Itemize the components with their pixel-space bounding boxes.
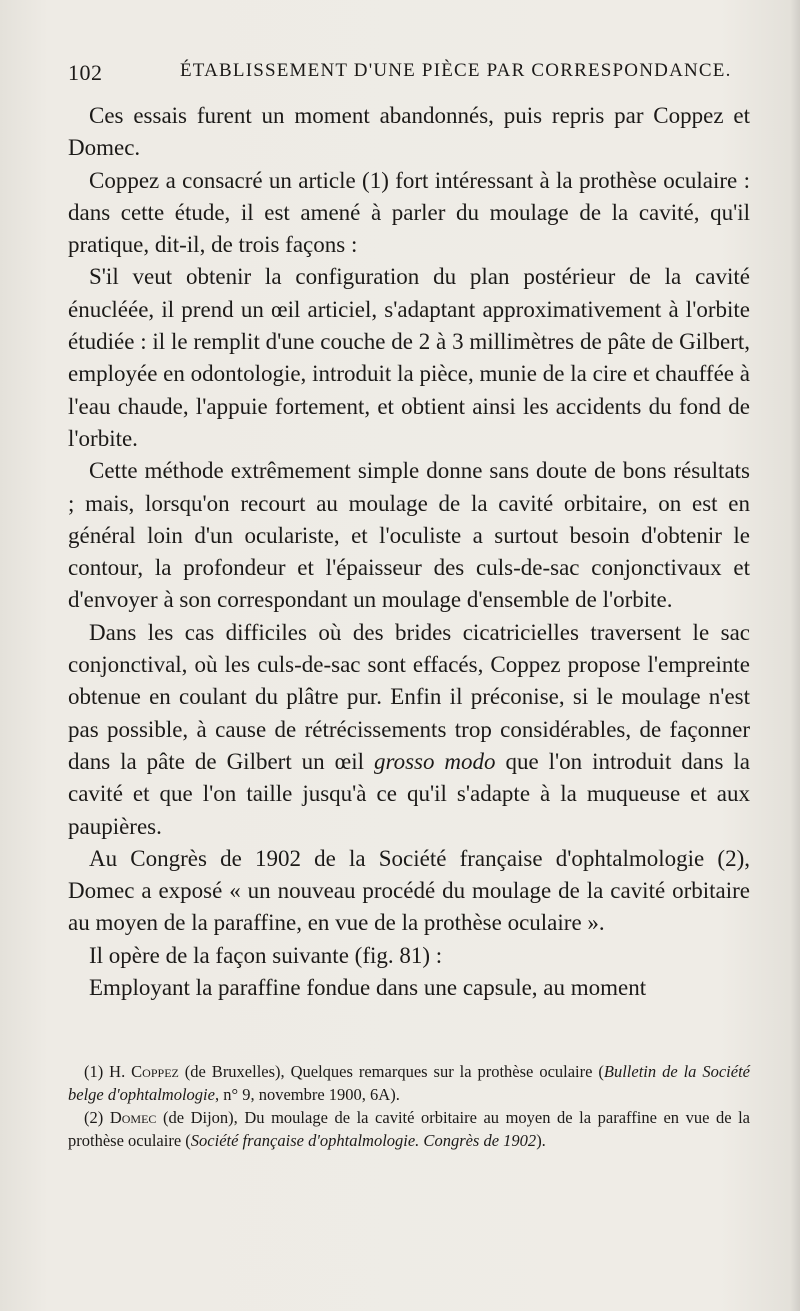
paragraph-2: Coppez a consacré un article (1) fort intéressant à la prothèse oculaire : dans cette étude, il est amené à parler du moulage de la cavité, qu'il pratique, dit-il, de trois façons : [68,167,750,258]
footnote-1-number: (1) H. [84,1062,132,1081]
footnote-2-number: (2) [84,1108,110,1127]
footnotes [68,1060,750,1152]
footnote-2-author: Domec [109,1108,157,1127]
footnote-1-journal: Bulletin de la Société belge d'ophtalmologie [68,1062,750,1104]
footnote-2-text: (de Dijon), Du moulage de la cavité orbitaire au moyen de la paraffine en vue de la prothèse oculaire ( [68,1108,751,1150]
paragraph-7: Il opère de la façon suivante (fig. 81) : [89,942,443,968]
footnote-1-text: (de Bruxelles), Quelques remarques sur la prothèse oculaire ( [178,1062,604,1081]
paragraph-5 [68,617,750,843]
paragraph-4: Cette méthode extrêmement simple donne sans doute de bons résultats ; mais, lorsqu'on recourt au moulage de la cavité orbitaire, on est en général loin d'un oculariste, et l'oculiste a surtout besoin d'obtenir le contour, la profondeur et l'épaisseur des culs-de-sac conjonctivaux et d'envoyer à son correspondant un moulage d'ensemble de l'orbite. [68,458,750,613]
paragraph-5-italic: grosso modo [373,748,496,774]
paragraph-1: Ces essais furent un moment abandonnés, puis repris par Coppez et Domec. [68,103,750,161]
page-header [68,60,750,90]
running-title: ÉTABLISSEMENT D'UNE PIÈCE PAR CORRESPONDANCE. [180,60,732,81]
footnote-2-journal: Société française d'ophtalmologie. Congrès de 1902 [190,1131,537,1150]
page-edge-shadow [790,0,800,1311]
footnote-1 [68,1060,750,1106]
paragraph-6: Au Congrès de 1902 de la Société française d'ophtalmologie (2), Domec a exposé « un nouveau procédé du moulage de la cavité orbitaire au moyen de la paraffine, en vue de la prothèse oculaire ». [68,845,750,936]
page-number: 102 [68,60,103,85]
paragraph-8: Employant la paraffine fondue dans une capsule, au moment [89,975,647,1001]
paragraph-5-part-1: Dans les cas difficiles où des brides cicatricielles traversent le sac conjonctival, où les culs-de-sac sont effacés, Coppez propose l'empreinte obtenue en coulant du plâtre pur. Enfin il préconise, si le moulage n'est pas possible, à cause de rétrécissements trop considérables, de façonner dans la pâte de Gilbert un œil [68,619,750,774]
paragraph-5-part-2: que l'on introduit dans la cavité et que l'on taille jusqu'à ce qu'il s'adapte à la muqueuse et aux paupières. [68,748,750,839]
footnote-1-end: , n° 9, novembre 1900, 6A). [214,1085,400,1104]
footnote-2 [68,1106,750,1152]
footnote-1-author: Coppez [131,1062,179,1081]
body-text [68,100,750,1004]
footnote-2-end: ). [536,1131,546,1150]
paragraph-3: S'il veut obtenir la configuration du plan postérieur de la cavité énucléée, il prend un œil articiel, s'adaptant approximativement à l'orbite étudiée : il le remplit d'une couche de 2 à 3 millimètres de pâte de Gilbert, employée en odontologie, introduit la pièce, munie de la cire et chauffée à l'eau chaude, l'appuie fortement, et obtient ainsi les accidents du fond de l'orbite. [68,264,750,451]
